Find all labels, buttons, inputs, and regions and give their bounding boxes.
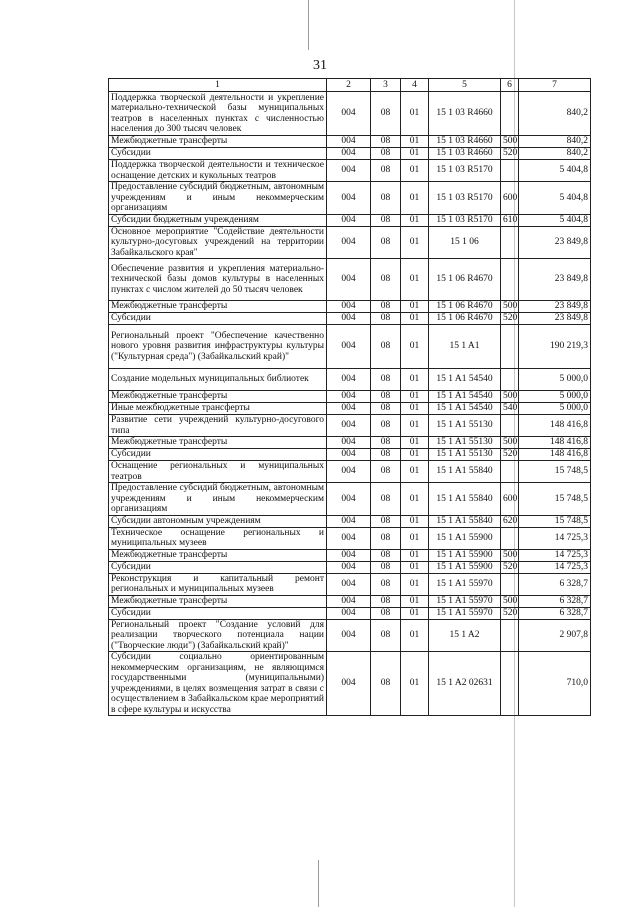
section-cell: 08	[371, 301, 401, 313]
table-row	[109, 573, 591, 595]
section-cell: 08	[371, 259, 401, 301]
ministry-code-cell: 004	[327, 607, 371, 619]
budget-table	[108, 78, 591, 716]
amount-cell: 840,2	[519, 148, 591, 160]
subsection-cell: 01	[401, 607, 429, 619]
expense-type-cell	[501, 160, 519, 182]
section-cell: 08	[371, 391, 401, 403]
row-name-cell: Межбюджетные трансферты	[109, 437, 327, 449]
column-header: 2	[327, 79, 371, 92]
row-name-cell: Субсидии	[109, 148, 327, 160]
table-row	[109, 515, 591, 527]
section-cell: 08	[371, 313, 401, 325]
ministry-code-cell: 004	[327, 391, 371, 403]
ministry-code-cell: 004	[327, 92, 371, 136]
expense-type-cell: 520	[501, 561, 519, 573]
row-name-cell: Межбюджетные трансферты	[109, 549, 327, 561]
expense-type-cell: 500	[501, 437, 519, 449]
row-name-cell: Создание модельных муниципальных библиотек	[109, 369, 327, 391]
section-cell: 08	[371, 483, 401, 516]
subsection-cell: 01	[401, 595, 429, 607]
target-article-cell: 15 1 06 R4670	[429, 301, 501, 313]
section-cell: 08	[371, 461, 401, 483]
ministry-code-cell: 004	[327, 369, 371, 391]
table-row	[109, 527, 591, 549]
subsection-cell: 01	[401, 313, 429, 325]
target-article-cell: 15 1 A1 55130	[429, 449, 501, 461]
ministry-code-cell: 004	[327, 136, 371, 148]
section-cell: 08	[371, 607, 401, 619]
subsection-cell: 01	[401, 148, 429, 160]
amount-cell: 5 404,8	[519, 182, 591, 215]
section-cell: 08	[371, 561, 401, 573]
subsection-cell: 01	[401, 369, 429, 391]
target-article-cell: 15 1 A1 55840	[429, 461, 501, 483]
table-row	[109, 595, 591, 607]
amount-cell: 14 725,3	[519, 527, 591, 549]
ministry-code-cell: 004	[327, 527, 371, 549]
expense-type-cell: 520	[501, 449, 519, 461]
amount-cell: 840,2	[519, 92, 591, 136]
section-cell: 08	[371, 437, 401, 449]
amount-cell: 6 328,7	[519, 607, 591, 619]
table-row	[109, 437, 591, 449]
section-cell: 08	[371, 652, 401, 716]
table-row	[109, 160, 591, 182]
table-row	[109, 369, 591, 391]
subsection-cell: 01	[401, 527, 429, 549]
subsection-cell: 01	[401, 136, 429, 148]
target-article-cell: 15 1 03 R4660	[429, 136, 501, 148]
ministry-code-cell: 004	[327, 182, 371, 215]
expense-type-cell: 600	[501, 182, 519, 215]
expense-type-cell	[501, 259, 519, 301]
ministry-code-cell: 004	[327, 403, 371, 415]
target-article-cell: 15 1 A1 55840	[429, 515, 501, 527]
amount-cell: 15 748,5	[519, 483, 591, 516]
target-article-cell: 15 1 A1 55970	[429, 607, 501, 619]
subsection-cell: 01	[401, 461, 429, 483]
row-name-cell: Субсидии	[109, 561, 327, 573]
page-number: 31	[313, 58, 327, 73]
row-name-cell: Иные межбюджетные трансферты	[109, 403, 327, 415]
section-cell: 08	[371, 182, 401, 215]
expense-type-cell: 500	[501, 301, 519, 313]
ministry-code-cell: 004	[327, 214, 371, 226]
row-name-cell: Реконструкция и капитальный ремонт региональных и муниципальных музеев	[109, 573, 327, 595]
subsection-cell: 01	[401, 483, 429, 516]
expense-type-cell	[501, 573, 519, 595]
row-name-cell: Региональный проект "Обеспечение качественно нового уровня развития инфраструктуры культуры ("Культурная среда") (Забайкальский край)"	[109, 325, 327, 369]
expense-type-cell	[501, 527, 519, 549]
ministry-code-cell: 004	[327, 437, 371, 449]
table-row	[109, 549, 591, 561]
section-cell: 08	[371, 214, 401, 226]
subsection-cell: 01	[401, 226, 429, 259]
table-row	[109, 652, 591, 716]
ministry-code-cell: 004	[327, 652, 371, 716]
expense-type-cell: 520	[501, 313, 519, 325]
row-name-cell: Основное мероприятие "Содействие деятельности культурно-досуговых учреждений на территории Забайкальского края"	[109, 226, 327, 259]
target-article-cell: 15 1 A1 55900	[429, 549, 501, 561]
subsection-cell: 01	[401, 301, 429, 313]
subsection-cell: 01	[401, 449, 429, 461]
amount-cell: 840,2	[519, 136, 591, 148]
table-row	[109, 182, 591, 215]
ministry-code-cell: 004	[327, 461, 371, 483]
target-article-cell: 15 1 A1 55840	[429, 483, 501, 516]
ministry-code-cell: 004	[327, 301, 371, 313]
amount-cell: 5 404,8	[519, 214, 591, 226]
section-cell: 08	[371, 92, 401, 136]
target-article-cell: 15 1 A2 02631	[429, 652, 501, 716]
amount-cell: 5 000,0	[519, 391, 591, 403]
target-article-cell: 15 1 A1	[429, 325, 501, 369]
amount-cell: 710,0	[519, 652, 591, 716]
expense-type-cell: 500	[501, 391, 519, 403]
ministry-code-cell: 004	[327, 313, 371, 325]
target-article-cell: 15 1 A2	[429, 619, 501, 652]
table-row	[109, 259, 591, 301]
expense-type-cell: 600	[501, 483, 519, 516]
expense-type-cell: 520	[501, 607, 519, 619]
target-article-cell: 15 1 03 R5170	[429, 160, 501, 182]
table-row	[109, 226, 591, 259]
section-cell: 08	[371, 415, 401, 437]
ministry-code-cell: 004	[327, 573, 371, 595]
ministry-code-cell: 004	[327, 561, 371, 573]
scan-fold-line-top	[308, 0, 309, 50]
table-row	[109, 461, 591, 483]
table-row	[109, 415, 591, 437]
table-row	[109, 483, 591, 516]
target-article-cell: 15 1 03 R4660	[429, 148, 501, 160]
ministry-code-cell: 004	[327, 515, 371, 527]
expense-type-cell: 500	[501, 136, 519, 148]
table-row	[109, 92, 591, 136]
subsection-cell: 01	[401, 561, 429, 573]
target-article-cell: 15 1 A1 54540	[429, 369, 501, 391]
row-name-cell: Субсидии бюджетным учреждениям	[109, 214, 327, 226]
target-article-cell: 15 1 03 R4660	[429, 92, 501, 136]
target-article-cell: 15 1 A1 55900	[429, 527, 501, 549]
column-header: 6	[501, 79, 519, 92]
row-name-cell: Предоставление субсидий бюджетным, автономным учреждениям и иным некоммерческим организациям	[109, 182, 327, 215]
target-article-cell: 15 1 06	[429, 226, 501, 259]
amount-cell: 2 907,8	[519, 619, 591, 652]
row-name-cell: Обеспечение развития и укрепления материально-технической базы домов культуры в населенных пунктах с числом жителей до 50 тысяч человек	[109, 259, 327, 301]
target-article-cell: 15 1 03 R5170	[429, 214, 501, 226]
ministry-code-cell: 004	[327, 549, 371, 561]
subsection-cell: 01	[401, 573, 429, 595]
amount-cell: 23 849,8	[519, 313, 591, 325]
target-article-cell: 15 1 A1 55130	[429, 437, 501, 449]
row-name-cell: Субсидии	[109, 607, 327, 619]
expense-type-cell	[501, 619, 519, 652]
section-cell: 08	[371, 595, 401, 607]
section-cell: 08	[371, 527, 401, 549]
target-article-cell: 15 1 A1 54540	[429, 391, 501, 403]
section-cell: 08	[371, 619, 401, 652]
amount-cell: 15 748,5	[519, 461, 591, 483]
section-cell: 08	[371, 515, 401, 527]
target-article-cell: 15 1 A1 55970	[429, 573, 501, 595]
subsection-cell: 01	[401, 549, 429, 561]
ministry-code-cell: 004	[327, 259, 371, 301]
amount-cell: 148 416,8	[519, 449, 591, 461]
expense-type-cell: 540	[501, 403, 519, 415]
table-row	[109, 301, 591, 313]
section-cell: 08	[371, 136, 401, 148]
amount-cell: 6 328,7	[519, 595, 591, 607]
expense-type-cell: 500	[501, 595, 519, 607]
row-name-cell: Поддержка творческой деятельности и укрепление материально-технической базы муниципальных театров в населенных пунктах с численностью населения до 300 тысяч человек	[109, 92, 327, 136]
target-article-cell: 15 1 03 R5170	[429, 182, 501, 215]
expense-type-cell	[501, 369, 519, 391]
row-name-cell: Региональный проект "Создание условий для реализации творческого потенциала нации ("Творческие люди") (Забайкальский край)"	[109, 619, 327, 652]
section-cell: 08	[371, 369, 401, 391]
section-cell: 08	[371, 160, 401, 182]
ministry-code-cell: 004	[327, 415, 371, 437]
amount-cell: 23 849,8	[519, 259, 591, 301]
section-cell: 08	[371, 549, 401, 561]
table-row	[109, 449, 591, 461]
subsection-cell: 01	[401, 182, 429, 215]
table-row	[109, 403, 591, 415]
amount-cell: 190 219,3	[519, 325, 591, 369]
target-article-cell: 15 1 06 R4670	[429, 259, 501, 301]
expense-type-cell: 610	[501, 214, 519, 226]
subsection-cell: 01	[401, 619, 429, 652]
ministry-code-cell: 004	[327, 483, 371, 516]
section-cell: 08	[371, 325, 401, 369]
ministry-code-cell: 004	[327, 595, 371, 607]
column-header: 1	[109, 79, 327, 92]
table-row	[109, 325, 591, 369]
row-name-cell: Субсидии автономным учреждениям	[109, 515, 327, 527]
row-name-cell: Предоставление субсидий бюджетным, автономным учреждениям и иным некоммерческим организациям	[109, 483, 327, 516]
table-row	[109, 561, 591, 573]
amount-cell: 14 725,3	[519, 549, 591, 561]
row-name-cell: Техническое оснащение региональных и муниципальных музеев	[109, 527, 327, 549]
section-cell: 08	[371, 449, 401, 461]
row-name-cell: Межбюджетные трансферты	[109, 595, 327, 607]
expense-type-cell: 500	[501, 549, 519, 561]
expense-type-cell	[501, 92, 519, 136]
table-header-row	[109, 79, 591, 92]
target-article-cell: 15 1 06 R4670	[429, 313, 501, 325]
table-row	[109, 148, 591, 160]
column-header: 4	[401, 79, 429, 92]
expense-type-cell: 520	[501, 148, 519, 160]
row-name-cell: Межбюджетные трансферты	[109, 301, 327, 313]
row-name-cell: Межбюджетные трансферты	[109, 391, 327, 403]
expense-type-cell	[501, 325, 519, 369]
table-row	[109, 313, 591, 325]
subsection-cell: 01	[401, 92, 429, 136]
row-name-cell: Субсидии	[109, 449, 327, 461]
table-row	[109, 136, 591, 148]
row-name-cell: Оснащение региональных и муниципальных театров	[109, 461, 327, 483]
scan-fold-line-bottom	[318, 860, 319, 907]
amount-cell: 23 849,8	[519, 301, 591, 313]
target-article-cell: 15 1 A1 55970	[429, 595, 501, 607]
amount-cell: 15 748,5	[519, 515, 591, 527]
expense-type-cell	[501, 415, 519, 437]
row-name-cell: Поддержка творческой деятельности и техническое оснащение детских и кукольных театров	[109, 160, 327, 182]
row-name-cell: Субсидии социально ориентированным некоммерческим организациям, не являющимся государственными (муниципальными) учреждениями, в целях возмещения затрат в связи с осуществлением в Забайкальском крае мероприятий в сфере культуры и искусства	[109, 652, 327, 716]
ministry-code-cell: 004	[327, 325, 371, 369]
row-name-cell: Субсидии	[109, 313, 327, 325]
section-cell: 08	[371, 148, 401, 160]
expense-type-cell	[501, 652, 519, 716]
ministry-code-cell: 004	[327, 226, 371, 259]
amount-cell: 148 416,8	[519, 437, 591, 449]
row-name-cell: Межбюджетные трансферты	[109, 136, 327, 148]
subsection-cell: 01	[401, 652, 429, 716]
table-row	[109, 391, 591, 403]
amount-cell: 6 328,7	[519, 573, 591, 595]
table-row	[109, 214, 591, 226]
expense-type-cell: 620	[501, 515, 519, 527]
ministry-code-cell: 004	[327, 619, 371, 652]
section-cell: 08	[371, 573, 401, 595]
subsection-cell: 01	[401, 325, 429, 369]
column-header: 7	[519, 79, 591, 92]
subsection-cell: 01	[401, 259, 429, 301]
expense-type-cell	[501, 226, 519, 259]
amount-cell: 23 849,8	[519, 226, 591, 259]
target-article-cell: 15 1 A1 54540	[429, 403, 501, 415]
amount-cell: 148 416,8	[519, 415, 591, 437]
section-cell: 08	[371, 226, 401, 259]
ministry-code-cell: 004	[327, 160, 371, 182]
ministry-code-cell: 004	[327, 148, 371, 160]
row-name-cell: Развитие сети учреждений культурно-досугового типа	[109, 415, 327, 437]
subsection-cell: 01	[401, 415, 429, 437]
subsection-cell: 01	[401, 437, 429, 449]
table-row	[109, 607, 591, 619]
amount-cell: 5 404,8	[519, 160, 591, 182]
subsection-cell: 01	[401, 391, 429, 403]
column-header: 5	[429, 79, 501, 92]
subsection-cell: 01	[401, 403, 429, 415]
subsection-cell: 01	[401, 214, 429, 226]
table-row	[109, 619, 591, 652]
target-article-cell: 15 1 A1 55130	[429, 415, 501, 437]
section-cell: 08	[371, 403, 401, 415]
expense-type-cell	[501, 461, 519, 483]
subsection-cell: 01	[401, 160, 429, 182]
subsection-cell: 01	[401, 515, 429, 527]
amount-cell: 14 725,3	[519, 561, 591, 573]
amount-cell: 5 000,0	[519, 369, 591, 391]
target-article-cell: 15 1 A1 55900	[429, 561, 501, 573]
ministry-code-cell: 004	[327, 449, 371, 461]
amount-cell: 5 000,0	[519, 403, 591, 415]
column-header: 3	[371, 79, 401, 92]
